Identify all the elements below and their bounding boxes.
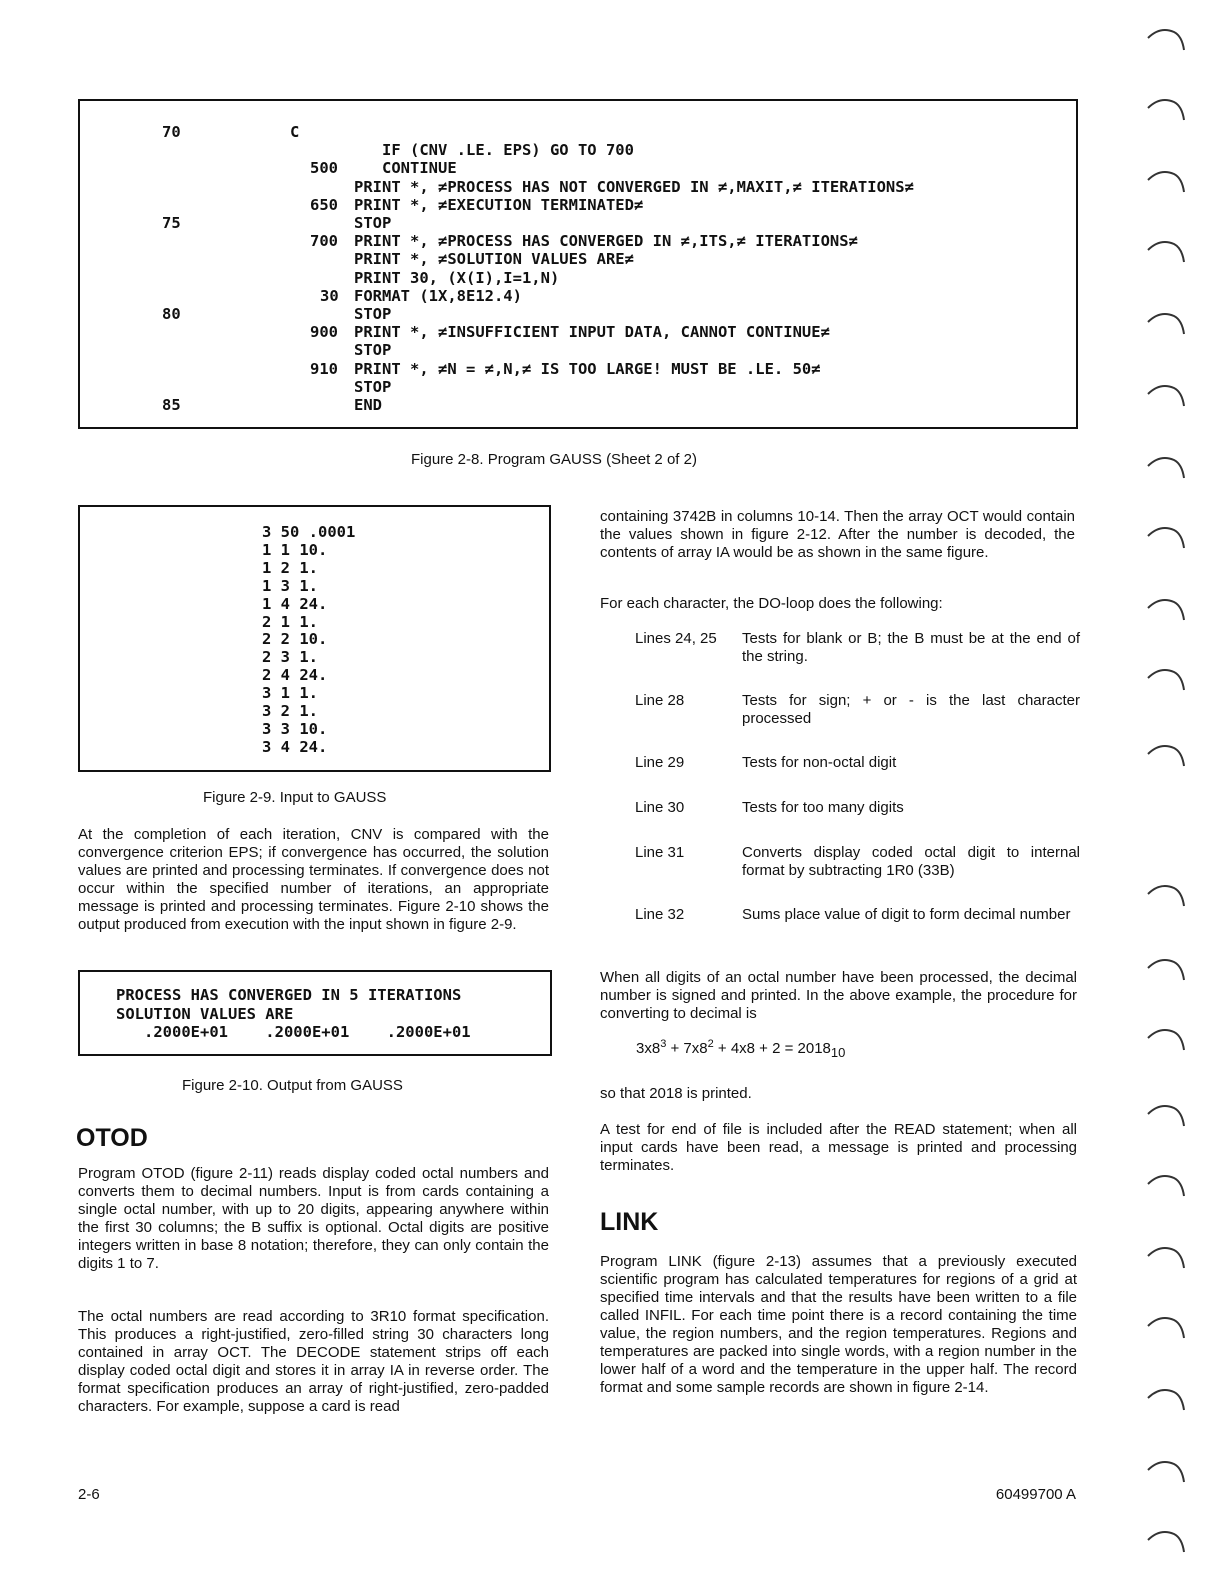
binding-punch-mark [1144,1242,1190,1270]
code-line [80,178,1070,196]
do-loop-item-description: Converts display coded octal digit to internal format by subtracting 1R0 (33B) [742,844,1080,879]
do-loop-item-description: Tests for sign; + or - is the last character processed [742,692,1080,727]
page-number: 2-6 [78,1486,100,1503]
code-statement: IF (CNV .LE. EPS) GO TO 700 [354,141,634,160]
do-loop-item-label: Lines 24, 25 [635,630,717,647]
input-card-line: 1 1 10. [262,540,328,559]
binding-punch-mark [1144,1100,1190,1128]
formula-term-1: 3x8 [636,1040,661,1057]
do-loop-item-description: Tests for blank or B; the B must be at the end of the string. [742,630,1080,665]
code-line [80,123,1070,141]
code-statement: PRINT *, ≠INSUFFICIENT INPUT DATA, CANNOT CONTINUE≠ [354,323,830,342]
binding-punch-mark [1144,1456,1190,1484]
conversion-formula [636,1038,845,1060]
binding-punch-mark [1144,880,1190,908]
listing-line-number: 70 [162,123,181,141]
figure-2-8-box [78,99,1078,429]
right-paragraph-3: When all digits of an octal number have been processed, the decimal number is signed and printed. In the above example, the procedure for converting to decimal is [600,969,1077,1022]
code-statement: PRINT 30, (X(I),I=1,N) [354,268,560,287]
code-line [80,196,1070,214]
input-card-line: 3 1 1. [262,684,318,703]
input-card-line: 2 4 24. [262,666,328,685]
output-line: SOLUTION VALUES ARE [116,1004,294,1023]
code-line [80,341,1070,359]
do-loop-item-label: Line 31 [635,844,685,861]
binding-punch-mark [1144,1170,1190,1198]
binding-punch-mark [1144,94,1190,122]
code-statement: STOP [354,377,392,396]
statement-label: 910 [310,359,338,378]
input-card-line: 2 1 1. [262,612,318,631]
input-card-line: 1 3 1. [262,576,318,595]
code-statement: END [354,396,382,414]
figure-2-8-caption: Figure 2-8. Program GAUSS (Sheet 2 of 2) [411,451,697,468]
code-statement: STOP [354,214,392,232]
binding-punch-mark [1144,1384,1190,1412]
do-loop-item-label: Line 32 [635,906,685,923]
code-statement: STOP [354,341,392,360]
do-loop-item-description: Sums place value of digit to form decimal number [742,906,1071,923]
code-statement: PRINT *, ≠PROCESS HAS CONVERGED IN ≠,ITS,≠ ITERATIONS≠ [354,232,858,251]
code-line [80,159,1070,177]
statement-label: 650 [310,195,338,214]
code-statement: C [290,123,300,141]
right-paragraph-4: so that 2018 is printed. [600,1085,752,1102]
code-statement: PRINT *, ≠SOLUTION VALUES ARE≠ [354,250,634,269]
listing-line-number: 80 [162,305,181,323]
input-card-line: 1 2 1. [262,558,318,577]
binding-punch-mark [1144,308,1190,336]
otod-heading: OTOD [76,1124,148,1152]
link-heading: LINK [600,1208,659,1236]
code-line [80,287,1070,305]
binding-punch-mark [1144,24,1190,52]
figure-2-10-caption: Figure 2-10. Output from GAUSS [182,1077,403,1094]
right-paragraph-1: containing 3742B in columns 10-14. Then the array OCT would contain the values shown in figure 2-12. After the number is decoded, the contents of array IA would be as shown in the same figure. [600,508,1075,561]
binding-punch-mark [1144,594,1190,622]
code-line [80,378,1070,396]
code-line [80,250,1070,268]
binding-punch-mark [1144,954,1190,982]
formula-term-3: + 4x8 + 2 = 2018 [713,1040,831,1057]
binding-punch-mark [1144,740,1190,768]
code-statement: STOP [354,305,392,323]
statement-label: 900 [310,323,338,342]
code-line [80,269,1070,287]
binding-punch-mark [1144,1024,1190,1052]
right-paragraph-5: A test for end of file is included after the READ statement; when all input cards have been read, a message is printed and processing terminates. [600,1121,1077,1174]
code-line [80,214,1070,232]
output-line: .2000E+01 .2000E+01 .2000E+01 [116,1023,471,1041]
input-card-line: 3 3 10. [262,719,328,738]
code-statement: PRINT *, ≠PROCESS HAS NOT CONVERGED IN ≠,MAXIT,≠ ITERATIONS≠ [354,177,914,196]
input-card-line: 1 4 24. [262,594,328,613]
binding-punch-mark [1144,236,1190,264]
otod-paragraph-1: Program OTOD (figure 2-11) reads display coded octal numbers and converts them to decimal numbers. Input is from cards containing a single octal number, with up to 20 digits, appearing anywhere within the first 30 columns; the B suffix is optional. Octal digits are positive integers written in base 8 notation; therefore, they can only contain the digits 1 to 7. [78,1165,549,1272]
binding-punch-mark [1144,452,1190,480]
formula-term-2: + 7x8 [666,1040,708,1057]
binding-punch-mark [1144,380,1190,408]
do-loop-item-label: Line 29 [635,754,685,771]
statement-label: 500 [310,159,338,178]
listing-line-number: 75 [162,214,181,232]
otod-paragraph-2: The octal numbers are read according to 3R10 format specification. This produces a right-justified, zero-filled string 30 characters long contained in array OCT. The DECODE statement strips off each display coded octal digit and stores it in array IA in reverse order. The format specification produces an array of right-justified, zero-padded characters. For example, suppose a card is read [78,1308,549,1415]
statement-label: 30 [320,286,339,305]
figure-2-9-box [78,505,551,772]
document-number: 60499700 A [995,1486,1076,1503]
code-statement: PRINT *, ≠EXECUTION TERMINATED≠ [354,195,644,214]
do-loop-item-label: Line 30 [635,799,685,816]
binding-punch-mark [1144,664,1190,692]
code-line [80,232,1070,250]
formula-exponent-1: 3 [660,1038,667,1050]
output-line: PROCESS HAS CONVERGED IN 5 ITERATIONS [116,986,462,1004]
do-loop-item-description: Tests for too many digits [742,799,904,816]
formula-subscript: 10 [830,1045,846,1060]
figure-2-10-box [78,970,552,1056]
code-line [80,396,1070,414]
input-card-line: 3 4 24. [262,737,328,756]
formula-exponent-2: 2 [707,1038,714,1050]
input-card-line: 2 3 1. [262,648,318,667]
input-card-line: 3 50 .0001 [262,523,356,541]
binding-punch-mark [1144,522,1190,550]
binding-punch-mark [1144,1526,1190,1554]
code-line [80,141,1070,159]
link-paragraph: Program LINK (figure 2-13) assumes that a previously executed scientific program has calculated temperatures for regions of a grid at specified time intervals and that the results have been written to a file called INFIL. For each time point there is a record containing the time value, the region numbers, and the region temperatures. Regions and temperatures are packed into single words, with a region number in the lower half of a word and the temperature in the upper half. The record format and some sample records are shown in figure 2-14. [600,1253,1077,1396]
input-card-line: 2 2 10. [262,630,328,649]
right-paragraph-2: For each character, the DO-loop does the following: [600,595,943,612]
code-line [80,305,1070,323]
code-statement: FORMAT (1X,8E12.4) [354,286,522,305]
code-statement: PRINT *, ≠N = ≠,N,≠ IS TOO LARGE! MUST BE .LE. 50≠ [354,359,821,378]
code-line [80,360,1070,378]
code-statement: CONTINUE [354,159,457,178]
left-paragraph-1: At the completion of each iteration, CNV is compared with the convergence criterion EPS; if convergence has occurred, the solution values are printed and processing terminates. If convergence does not occur within the specified number of iterations, an appropriate message is printed and processing terminates. Figure 2-10 shows the output produced from execution with the input shown in figure 2-9. [78,826,549,933]
do-loop-item-description: Tests for non-octal digit [742,754,897,771]
do-loop-item-label: Line 28 [635,692,685,709]
binding-punch-mark [1144,166,1190,194]
binding-punch-mark [1144,1312,1190,1340]
listing-line-number: 85 [162,396,181,414]
input-card-line: 3 2 1. [262,702,318,720]
statement-label: 700 [310,232,338,251]
code-line [80,323,1070,341]
figure-2-9-caption: Figure 2-9. Input to GAUSS [203,789,387,806]
